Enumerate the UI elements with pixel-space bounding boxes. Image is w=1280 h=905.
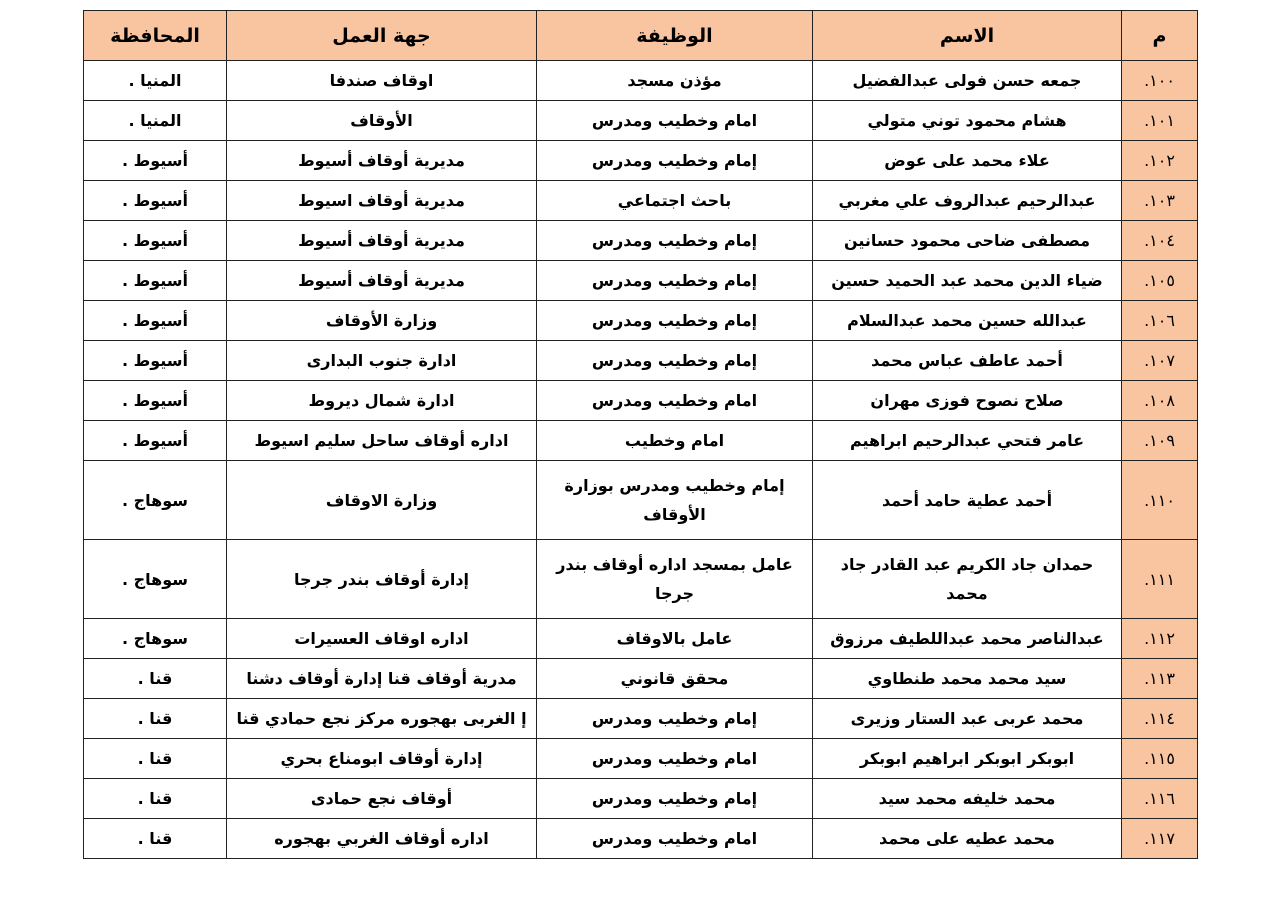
table-row (84, 540, 1198, 619)
header-num: م (1122, 11, 1198, 61)
row-job: إمام وخطيب ومدرس (537, 221, 813, 261)
row-work: اوقاف صندفا (227, 61, 537, 101)
row-governorate: قنا . (84, 659, 227, 699)
header-row (84, 11, 1198, 61)
row-name: عبدالرحيم عبدالروف علي مغربي (813, 181, 1122, 221)
row-name: أحمد عطية حامد أحمد (813, 461, 1122, 540)
row-governorate: أسيوط . (84, 261, 227, 301)
row-job: باحث اجتماعي (537, 181, 813, 221)
row-name: عبدالناصر محمد عبداللطيف مرزوق (813, 619, 1122, 659)
row-governorate: المنيا . (84, 61, 227, 101)
row-work: ادارة شمال ديروط (227, 381, 537, 421)
row-name: محمد عطيه على محمد (813, 819, 1122, 859)
row-name: أحمد عاطف عباس محمد (813, 341, 1122, 381)
row-number: ١١١. (1122, 540, 1198, 619)
row-number: ١٠٣. (1122, 181, 1198, 221)
row-work: إ الغربى بهجوره مركز نجع حمادي قنا (227, 699, 537, 739)
row-governorate: أسيوط . (84, 181, 227, 221)
row-work: مديرية أوقاف اسيوط (227, 181, 537, 221)
row-name: عبدالله حسين محمد عبدالسلام (813, 301, 1122, 341)
row-job: محقق قانوني (537, 659, 813, 699)
table-row (84, 181, 1198, 221)
row-number: ١١٢. (1122, 619, 1198, 659)
table-row (84, 699, 1198, 739)
row-governorate: سوهاج . (84, 461, 227, 540)
row-number: ١٠٦. (1122, 301, 1198, 341)
row-name: ضياء الدين محمد عبد الحميد حسين (813, 261, 1122, 301)
row-work: الأوقاف (227, 101, 537, 141)
row-governorate: المنيا . (84, 101, 227, 141)
table-row (84, 461, 1198, 540)
row-work: مديرية أوقاف أسيوط (227, 261, 537, 301)
table-row (84, 659, 1198, 699)
row-job: امام وخطيب ومدرس (537, 819, 813, 859)
row-job: إمام وخطيب ومدرس (537, 301, 813, 341)
row-number: ١٠٨. (1122, 381, 1198, 421)
row-work: إدارة أوقاف ابومناع بحري (227, 739, 537, 779)
table-row (84, 739, 1198, 779)
row-number: ١٠٧. (1122, 341, 1198, 381)
row-number: ١١٥. (1122, 739, 1198, 779)
row-governorate: سوهاج . (84, 540, 227, 619)
row-work: إدارة أوقاف بندر جرجا (227, 540, 537, 619)
row-number: ١١٦. (1122, 779, 1198, 819)
row-work: اداره أوقاف الغربي بهجوره (227, 819, 537, 859)
row-governorate: أسيوط . (84, 141, 227, 181)
row-job: عامل بالاوقاف (537, 619, 813, 659)
row-number: ١٠٥. (1122, 261, 1198, 301)
row-name: علاء محمد على عوض (813, 141, 1122, 181)
row-name: هشام محمود توني متولي (813, 101, 1122, 141)
row-name: ابوبكر ابوبكر ابراهيم ابوبكر (813, 739, 1122, 779)
row-governorate: أسيوط . (84, 221, 227, 261)
table-row (84, 421, 1198, 461)
table-row (84, 141, 1198, 181)
row-work: اداره اوقاف العسيرات (227, 619, 537, 659)
table-row (84, 61, 1198, 101)
row-number: ١١٣. (1122, 659, 1198, 699)
row-name: حمدان جاد الكريم عبد القادر جاد محمد (813, 540, 1122, 619)
row-work: مديرية أوقاف أسيوط (227, 141, 537, 181)
row-number: ١٠٩. (1122, 421, 1198, 461)
row-work: أوقاف نجع حمادى (227, 779, 537, 819)
row-job: إمام وخطيب ومدرس (537, 261, 813, 301)
row-governorate: أسيوط . (84, 421, 227, 461)
row-job: امام وخطيب ومدرس (537, 739, 813, 779)
row-name: محمد خليفه محمد سيد (813, 779, 1122, 819)
row-job: امام وخطيب ومدرس (537, 381, 813, 421)
row-number: ١١٤. (1122, 699, 1198, 739)
row-work: مدرية أوقاف قنا إدارة أوقاف دشنا (227, 659, 537, 699)
table-row (84, 381, 1198, 421)
table-row (84, 779, 1198, 819)
row-governorate: أسيوط . (84, 341, 227, 381)
row-job: إمام وخطيب ومدرس (537, 341, 813, 381)
row-number: ١١٠. (1122, 461, 1198, 540)
row-name: عامر فتحي عبدالرحيم ابراهيم (813, 421, 1122, 461)
header-name: الاسم (813, 11, 1122, 61)
table-row (84, 819, 1198, 859)
table-row (84, 221, 1198, 261)
row-governorate: قنا . (84, 699, 227, 739)
row-job: إمام وخطيب ومدرس بوزارة الأوقاف (537, 461, 813, 540)
row-number: ١٠٤. (1122, 221, 1198, 261)
row-name: مصطفى ضاحى محمود حسانين (813, 221, 1122, 261)
row-governorate: قنا . (84, 779, 227, 819)
row-job: إمام وخطيب ومدرس (537, 141, 813, 181)
header-gov: المحافظة (84, 11, 227, 61)
row-job: مؤذن مسجد (537, 61, 813, 101)
row-governorate: سوهاج . (84, 619, 227, 659)
row-governorate: أسيوط . (84, 301, 227, 341)
header-job: الوظيفة (537, 11, 813, 61)
row-work: وزارة الاوقاف (227, 461, 537, 540)
row-job: عامل بمسجد اداره أوقاف بندر جرجا (537, 540, 813, 619)
header-work: جهة العمل (227, 11, 537, 61)
row-governorate: قنا . (84, 739, 227, 779)
row-job: إمام وخطيب ومدرس (537, 779, 813, 819)
row-job: إمام وخطيب ومدرس (537, 699, 813, 739)
row-work: اداره أوقاف ساحل سليم اسيوط (227, 421, 537, 461)
row-governorate: أسيوط . (84, 381, 227, 421)
row-work: وزارة الأوقاف (227, 301, 537, 341)
row-number: ١٠٠. (1122, 61, 1198, 101)
table-row (84, 101, 1198, 141)
row-name: صلاح نصوح فوزى مهران (813, 381, 1122, 421)
row-number: ١٠١. (1122, 101, 1198, 141)
employees-table (83, 10, 1198, 859)
row-work: مديرية أوقاف أسيوط (227, 221, 537, 261)
row-name: جمعه حسن فولى عبدالفضيل (813, 61, 1122, 101)
row-number: ١١٧. (1122, 819, 1198, 859)
table-row (84, 619, 1198, 659)
row-name: سيد محمد محمد طنطاوي (813, 659, 1122, 699)
row-name: محمد عربى عبد الستار وزيرى (813, 699, 1122, 739)
row-work: ادارة جنوب البدارى (227, 341, 537, 381)
row-governorate: قنا . (84, 819, 227, 859)
table-row (84, 301, 1198, 341)
employees-table-container (83, 10, 1197, 859)
row-job: امام وخطيب (537, 421, 813, 461)
table-row (84, 261, 1198, 301)
row-job: امام وخطيب ومدرس (537, 101, 813, 141)
table-row (84, 341, 1198, 381)
row-number: ١٠٢. (1122, 141, 1198, 181)
